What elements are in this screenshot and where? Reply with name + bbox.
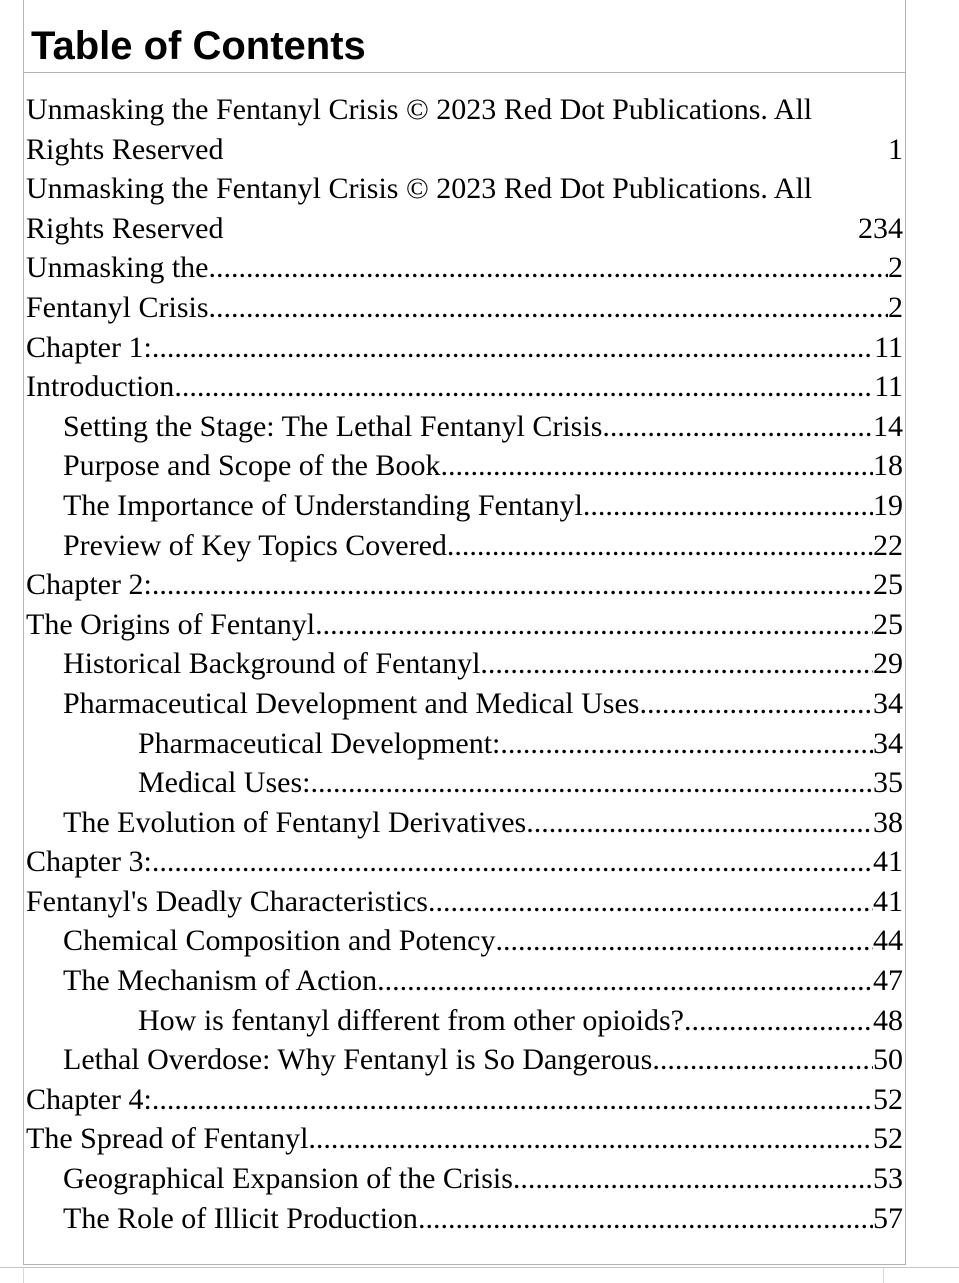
toc-entry[interactable] <box>24 1119 905 1159</box>
dot-leader <box>209 288 888 328</box>
toc-entry-label: Chapter 4: <box>26 1082 152 1116</box>
toc-entry-label: Fentanyl's Deadly Characteristics <box>26 884 428 918</box>
toc-entry-label: Purpose and Scope of the Book <box>63 449 441 483</box>
dot-leader <box>447 526 873 566</box>
toc-entry[interactable] <box>24 407 905 447</box>
next-page-left-border <box>23 1268 24 1283</box>
toc-entry-page-number: 47 <box>873 964 903 998</box>
dot-leader <box>652 1040 873 1080</box>
toc-entry-label: Unmasking the <box>26 251 209 285</box>
dot-leader <box>152 842 873 882</box>
toc-entry-page-number: 53 <box>873 1162 903 1196</box>
toc-entry[interactable] <box>24 803 905 843</box>
toc-entry-page-number: 41 <box>873 884 903 918</box>
toc-entry[interactable] <box>24 288 905 328</box>
toc-entry[interactable] <box>24 1199 905 1239</box>
toc-entry[interactable] <box>24 1080 905 1120</box>
toc-entry-label: The Role of Illicit Production <box>63 1201 418 1235</box>
toc-entry[interactable] <box>24 882 905 922</box>
toc-entry-page-number: 22 <box>873 528 903 562</box>
next-page-edge <box>0 1267 959 1283</box>
toc-entry[interactable] <box>24 842 905 882</box>
toc-entry-page-number: 11 <box>874 370 903 404</box>
toc-entry-page-number: 14 <box>873 409 903 443</box>
dot-leader <box>174 367 874 407</box>
toc-entry[interactable] <box>24 1159 905 1199</box>
toc-entry-page-number: 25 <box>873 607 903 641</box>
toc-entry[interactable] <box>24 526 905 566</box>
toc-entry-page-number: 38 <box>873 805 903 839</box>
dot-leader <box>602 407 873 447</box>
toc-entry[interactable] <box>24 644 905 684</box>
toc-entry-label: Fentanyl Crisis <box>26 290 209 324</box>
toc-entry-label: How is fentanyl different from other opioids? <box>138 1003 684 1037</box>
toc-entry-label: Medical Uses: <box>138 766 311 800</box>
dot-leader <box>377 961 873 1001</box>
toc-entry[interactable] <box>24 724 905 764</box>
toc-entry-label: Chapter 3: <box>26 845 152 879</box>
toc-entry-page-number: 18 <box>873 449 903 483</box>
toc-entry[interactable] <box>24 921 905 961</box>
dot-leader <box>583 486 873 526</box>
toc-entry-page-number: 34 <box>873 686 903 720</box>
toc-entry-label: Unmasking the Fentanyl Crisis © 2023 Red Dot Publications. All Rights Reserved <box>26 93 813 166</box>
dot-leader <box>639 684 873 724</box>
toc-entry-label: Historical Background of Fentanyl <box>63 647 481 681</box>
toc-entry-page-number: 44 <box>873 924 903 958</box>
toc-entry-page-number: 234 <box>858 211 903 245</box>
dot-leader <box>418 1199 873 1239</box>
toc-entry[interactable] <box>24 605 905 645</box>
toc-entry[interactable] <box>24 328 905 368</box>
toc-entry-page-number: 50 <box>873 1043 903 1077</box>
toc-entry[interactable] <box>24 486 905 526</box>
toc-entry[interactable] <box>24 684 905 724</box>
dot-leader <box>208 248 888 288</box>
dot-leader <box>480 644 873 684</box>
toc-entry[interactable] <box>24 248 905 288</box>
toc-entry[interactable] <box>24 1001 905 1041</box>
toc-entry-label: Unmasking the Fentanyl Crisis © 2023 Red Dot Publications. All Rights Reserved <box>26 172 813 245</box>
dot-leader <box>308 1119 873 1159</box>
toc-entry-label: Geographical Expansion of the Crisis <box>63 1162 513 1196</box>
toc-entry-page-number: 52 <box>873 1082 903 1116</box>
dot-leader <box>513 1159 873 1199</box>
toc-entry[interactable] <box>24 1040 905 1080</box>
toc-entry[interactable] <box>24 446 905 486</box>
toc-entry-page-number: 57 <box>873 1201 903 1235</box>
toc-entry-label: Setting the Stage: The Lethal Fentanyl Crisis <box>63 409 603 443</box>
toc-entry-label: Preview of Key Topics Covered <box>63 528 447 562</box>
toc-entry[interactable] <box>24 90 905 169</box>
dot-leader <box>495 921 873 961</box>
dot-leader <box>152 1080 873 1120</box>
toc-entry-page-number: 34 <box>873 726 903 760</box>
toc-entry-label: Chapter 1: <box>26 330 152 364</box>
page-title: Table of Contents <box>24 0 905 73</box>
dot-leader <box>310 763 873 803</box>
toc-entry-label: The Spread of Fentanyl <box>26 1122 309 1156</box>
toc-entry-label: Pharmaceutical Development and Medical Uses <box>63 686 640 720</box>
toc-entry-page-number: 25 <box>873 568 903 602</box>
toc-entry[interactable] <box>24 169 905 248</box>
toc-entry-page-number: 48 <box>873 1003 903 1037</box>
toc-entry-label: Introduction <box>26 370 175 404</box>
dot-leader <box>526 803 873 843</box>
dot-leader <box>684 1001 873 1041</box>
toc-entry[interactable] <box>24 763 905 803</box>
next-page-right-border <box>883 1268 884 1283</box>
toc-entry-label: The Mechanism of Action <box>63 964 378 998</box>
toc-entry[interactable] <box>24 565 905 605</box>
toc-list <box>24 73 905 1264</box>
toc-entry-label: Pharmaceutical Development: <box>138 726 501 760</box>
toc-entry-page-number: 2 <box>888 251 903 285</box>
dot-leader <box>440 446 873 486</box>
toc-entry-page-number: 52 <box>873 1122 903 1156</box>
toc-entry[interactable] <box>24 961 905 1001</box>
document-page <box>23 0 906 1265</box>
dot-leader <box>152 565 873 605</box>
toc-entry-label: Lethal Overdose: Why Fentanyl is So Dangerous <box>63 1043 653 1077</box>
toc-entry-label: Chemical Composition and Potency <box>63 924 496 958</box>
dot-leader <box>500 724 873 764</box>
toc-entry[interactable] <box>24 367 905 407</box>
dot-leader <box>315 605 873 645</box>
dot-leader <box>428 882 873 922</box>
toc-entry-label: The Origins of Fentanyl <box>26 607 316 641</box>
toc-entry-page-number: 11 <box>874 330 903 364</box>
toc-entry-page-number: 35 <box>873 766 903 800</box>
toc-entry-label: Chapter 2: <box>26 568 152 602</box>
dot-leader <box>152 328 874 368</box>
toc-entry-page-number: 1 <box>888 132 903 166</box>
toc-entry-label: The Evolution of Fentanyl Derivatives <box>63 805 527 839</box>
toc-entry-page-number: 2 <box>888 290 903 324</box>
toc-entry-page-number: 19 <box>873 488 903 522</box>
toc-entry-page-number: 29 <box>873 647 903 681</box>
toc-entry-label: The Importance of Understanding Fentanyl <box>63 488 583 522</box>
toc-entry-page-number: 41 <box>873 845 903 879</box>
